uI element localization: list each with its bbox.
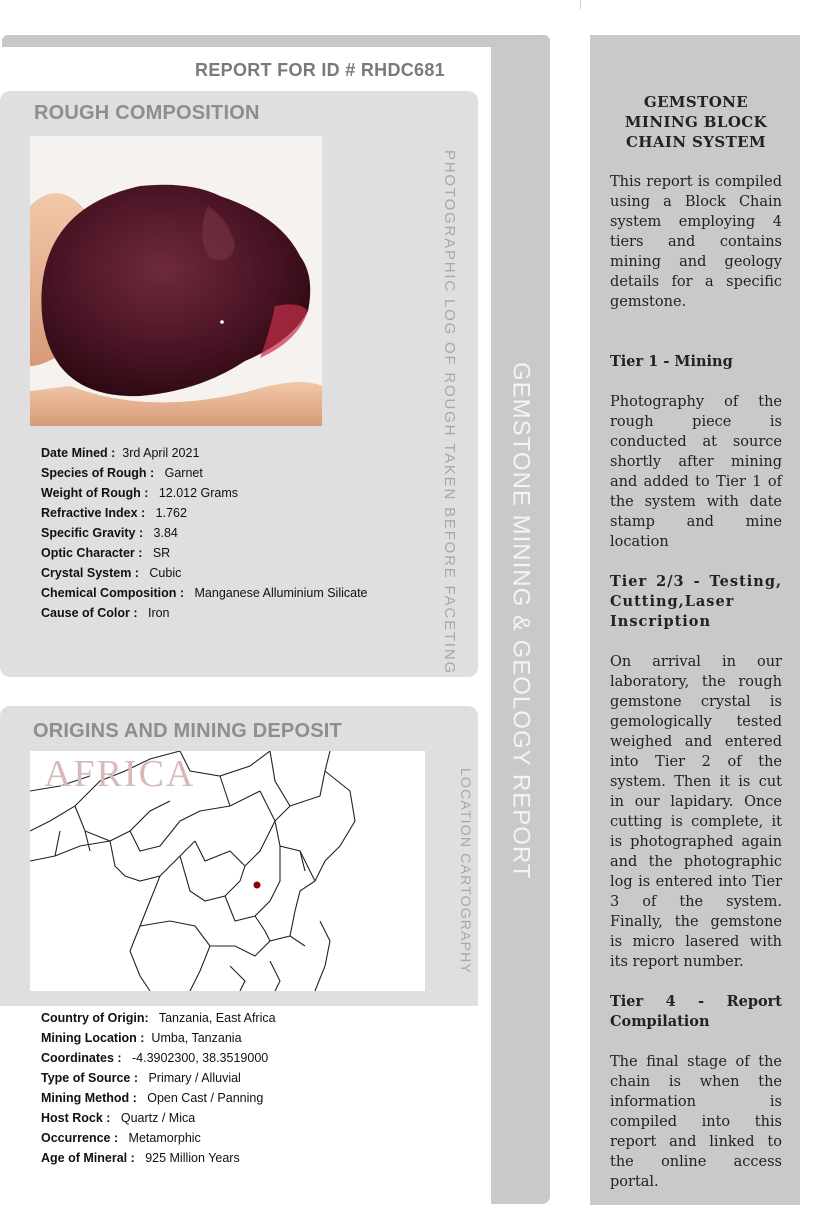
field-date-mined: Date Mined : 3rd April 2021: [41, 446, 200, 460]
field-age-of-mineral: Age of Mineral : 925 Million Years: [41, 1151, 240, 1165]
tier23-text: On arrival in our laboratory, the rough gemstone crystal is gemologically tested weighed and entered into Tier 2 of the system. Then it is cut in our lapidary. Once cutting is complete, it is photographed again and the photographic log is entered into Tier 3 of the system. Finally, the gemstone is micro lasered with its report number.: [610, 654, 782, 970]
sidebar-title: GEMSTONE MINING BLOCK CHAIN SYSTEM: [624, 93, 768, 151]
field-host-rock: Host Rock : Quartz / Mica: [41, 1111, 196, 1125]
top-bar: [2, 35, 550, 47]
field-species: Species of Rough : Garnet: [41, 466, 203, 480]
gemstone-photo-svg: [30, 136, 322, 426]
tier1-text: Photography of the rough piece is conducted at source shortly after mining and added to Tier 1 of the system with date stamp and mine location: [610, 394, 782, 550]
origins-fields: [41, 1008, 276, 1168]
tier4-text: The final stage of the chain is when the information is compiled into this report and linked to the online access portal.: [610, 1054, 782, 1190]
photo-caption-line-1: PHOTOGRAPHIC LOG OF ROUGH: [441, 150, 458, 438]
field-coordinates: Coordinates : -4.3902300, 38.3519000: [41, 1051, 269, 1065]
field-occurrence: Occurrence : Metamorphic: [41, 1131, 201, 1145]
rough-fields: [41, 443, 368, 623]
field-country-of-origin: Country of Origin: Tanzania, East Africa: [41, 1011, 276, 1025]
photo-caption-line-2: TAKEN BEFORE FACETING: [441, 443, 458, 675]
photo-caption: [440, 150, 458, 675]
origins-title: ORIGINS AND MINING DEPOSIT: [33, 720, 342, 742]
field-cause-of-color: Cause of Color : Iron: [41, 606, 170, 620]
top-tick-mark: [580, 0, 581, 9]
info-sidebar-content: [610, 92, 782, 1192]
tier4-heading: Tier 4 - Report Compilation: [610, 993, 782, 1030]
vertical-banner-text: GEMSTONE MINING & GEOLOGY REPORT: [507, 362, 535, 880]
tier1-heading: Tier 1 - Mining: [610, 353, 733, 370]
sidebar-intro: This report is compiled using a Block Chain system employing 4 tiers and contains mining and geology details for a specific gemstone.: [610, 174, 782, 310]
field-crystal-system: Crystal System : Cubic: [41, 566, 182, 580]
report-title: REPORT FOR ID # RHDC681: [195, 60, 445, 80]
field-specific-gravity: Specific Gravity : 3.84: [41, 526, 178, 540]
field-refractive-index: Refractive Index : 1.762: [41, 506, 187, 520]
field-type-of-source: Type of Source : Primary / Alluvial: [41, 1071, 241, 1085]
field-optic-character: Optic Character : SR: [41, 546, 171, 560]
location-dot: [254, 882, 261, 889]
field-mining-method: Mining Method : Open Cast / Panning: [41, 1091, 264, 1105]
vertical-banner-text-wrap: [491, 362, 550, 882]
field-mining-location: Mining Location : Umba, Tanzania: [41, 1031, 242, 1045]
map-label: AFRICA: [44, 753, 196, 795]
field-weight: Weight of Rough : 12.012 Grams: [41, 486, 239, 500]
map-caption: LOCATION CARTOGRAPHY: [458, 768, 474, 975]
tier23-heading: Tier 2/3 - Testing, Cutting,Laser Inscription: [610, 573, 782, 630]
rough-composition-title: ROUGH COMPOSITION: [34, 102, 260, 124]
field-chemical-composition: Chemical Composition : Manganese Alluminium Silicate: [41, 586, 368, 600]
gemstone-photo: [30, 136, 322, 426]
